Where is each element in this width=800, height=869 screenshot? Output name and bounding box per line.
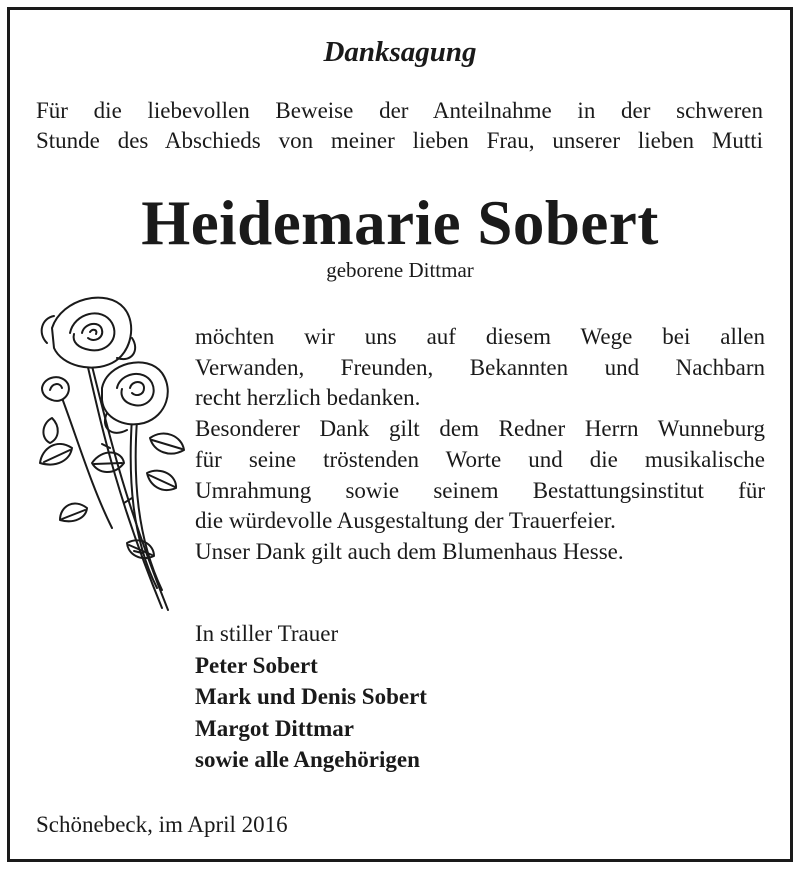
thanks-line: Besonderer Dank gilt dem Redner Herrn Wunneburg	[195, 416, 765, 442]
thanks-line: für seine tröstenden Worte und die musikalische	[195, 446, 765, 472]
signer-name: Peter Sobert	[195, 652, 318, 678]
thanks-line: Unser Dank gilt auch dem Blumenhaus Hesse.	[195, 538, 624, 564]
place-date: Schönebeck, im April 2016	[36, 812, 288, 837]
notice-heading: Danksagung	[323, 36, 477, 68]
intro-line: Stunde des Abschieds von meiner lieben Frau, unserer lieben Mutti	[36, 128, 763, 153]
obituary-notice	[7, 7, 793, 862]
deceased-name: Heidemarie Sobert	[141, 188, 659, 258]
signer-name: sowie alle Angehörigen	[195, 747, 420, 772]
thanks-line: recht herzlich bedanken.	[195, 385, 421, 411]
thanks-line: Umrahmung sowie seinem Bestattungsinstitut für	[195, 477, 765, 503]
intro-line: Für die liebevollen Beweise der Anteilnahme in der schweren	[36, 98, 763, 123]
rose-icon	[32, 288, 192, 628]
mourning-line: In stiller Trauer	[195, 621, 339, 646]
signer-name: Margot Dittmar	[195, 715, 355, 741]
thanks-line: die würdevolle Ausgestaltung der Trauerfeier.	[195, 508, 616, 534]
intro-text	[36, 96, 763, 156]
signature-block	[195, 618, 427, 776]
maiden-name: geborene Dittmar	[326, 258, 474, 282]
thanks-line: Verwanden, Freunden, Bekannten und Nachbarn	[195, 354, 765, 380]
signer-name: Mark und Denis Sobert	[195, 684, 427, 709]
thanks-line: möchten wir uns auf diesem Wege bei allen	[195, 324, 765, 349]
thanks-text	[195, 322, 765, 568]
